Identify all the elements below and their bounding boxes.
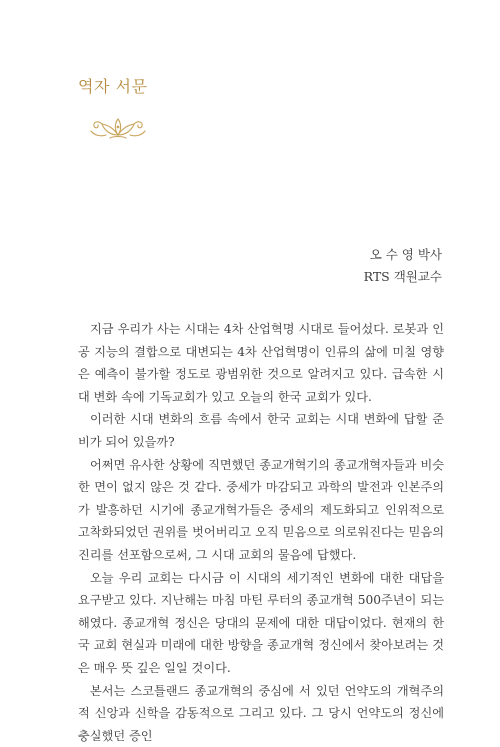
paragraph: 이러한 시대 변화의 흐름 속에서 한국 교회는 시대 변화에 답할 준비가 되어 있을까? [78,408,444,453]
author-block [364,244,442,288]
paragraph: 본서는 스코틀랜드 종교개혁의 중심에 서 있던 언약도의 개혁주의적 신앙과 신학을 감동적으로 그리고 있다. 그 당시 언약도의 정신에 충실했던 증인 [78,680,444,747]
paragraph: 지금 우리가 사는 시대는 4차 산업혁명 시대로 들어섰다. 로봇과 인공 지능의 결합으로 대변되는 4차 산업혁명이 인류의 삶에 미칠 영향은 예측이 불가할 정도로 광범위한 것으로 알려지고 있다. 급속한 시대 변화 속에 기독교회가 있고 오늘의 한국 교회가 있다. [78,318,444,408]
paragraph: 어쩌면 유사한 상황에 직면했던 종교개혁기의 종교개혁자들과 비슷한 면이 없지 않은 것 같다. 중세가 마감되고 과학의 발전과 인본주의가 발흥하던 시기에 종교개혁가들은 중세의 제도화되고 인위적으로 고착화되었던 권위를 벗어버리고 오직 믿음으로 의로워진다는 믿음의 진리를 선포함으로써, 그 시대 교회의 물음에 답했다. [78,454,444,567]
paragraph: 오늘 우리 교회는 다시금 이 시대의 세기적인 변화에 대한 대답을 요구받고 있다. 지난해는 마침 마틴 루터의 종교개혁 500주년이 되는 해였다. 종교개혁 정신은 당대의 문제에 대한 대답이었다. 현재의 한국 교회 현실과 미래에 대한 방향을 종교개혁 정신에서 찾아보려는 것은 매우 뜻 깊은 일일 것이다. [78,567,444,680]
page-title: 역자 서문 [78,74,147,97]
author-name: 오 수 영 박사 [364,244,442,266]
preface-body [78,318,444,747]
author-affiliation: RTS 객원교수 [364,266,442,288]
floral-ornament-icon [88,115,148,141]
